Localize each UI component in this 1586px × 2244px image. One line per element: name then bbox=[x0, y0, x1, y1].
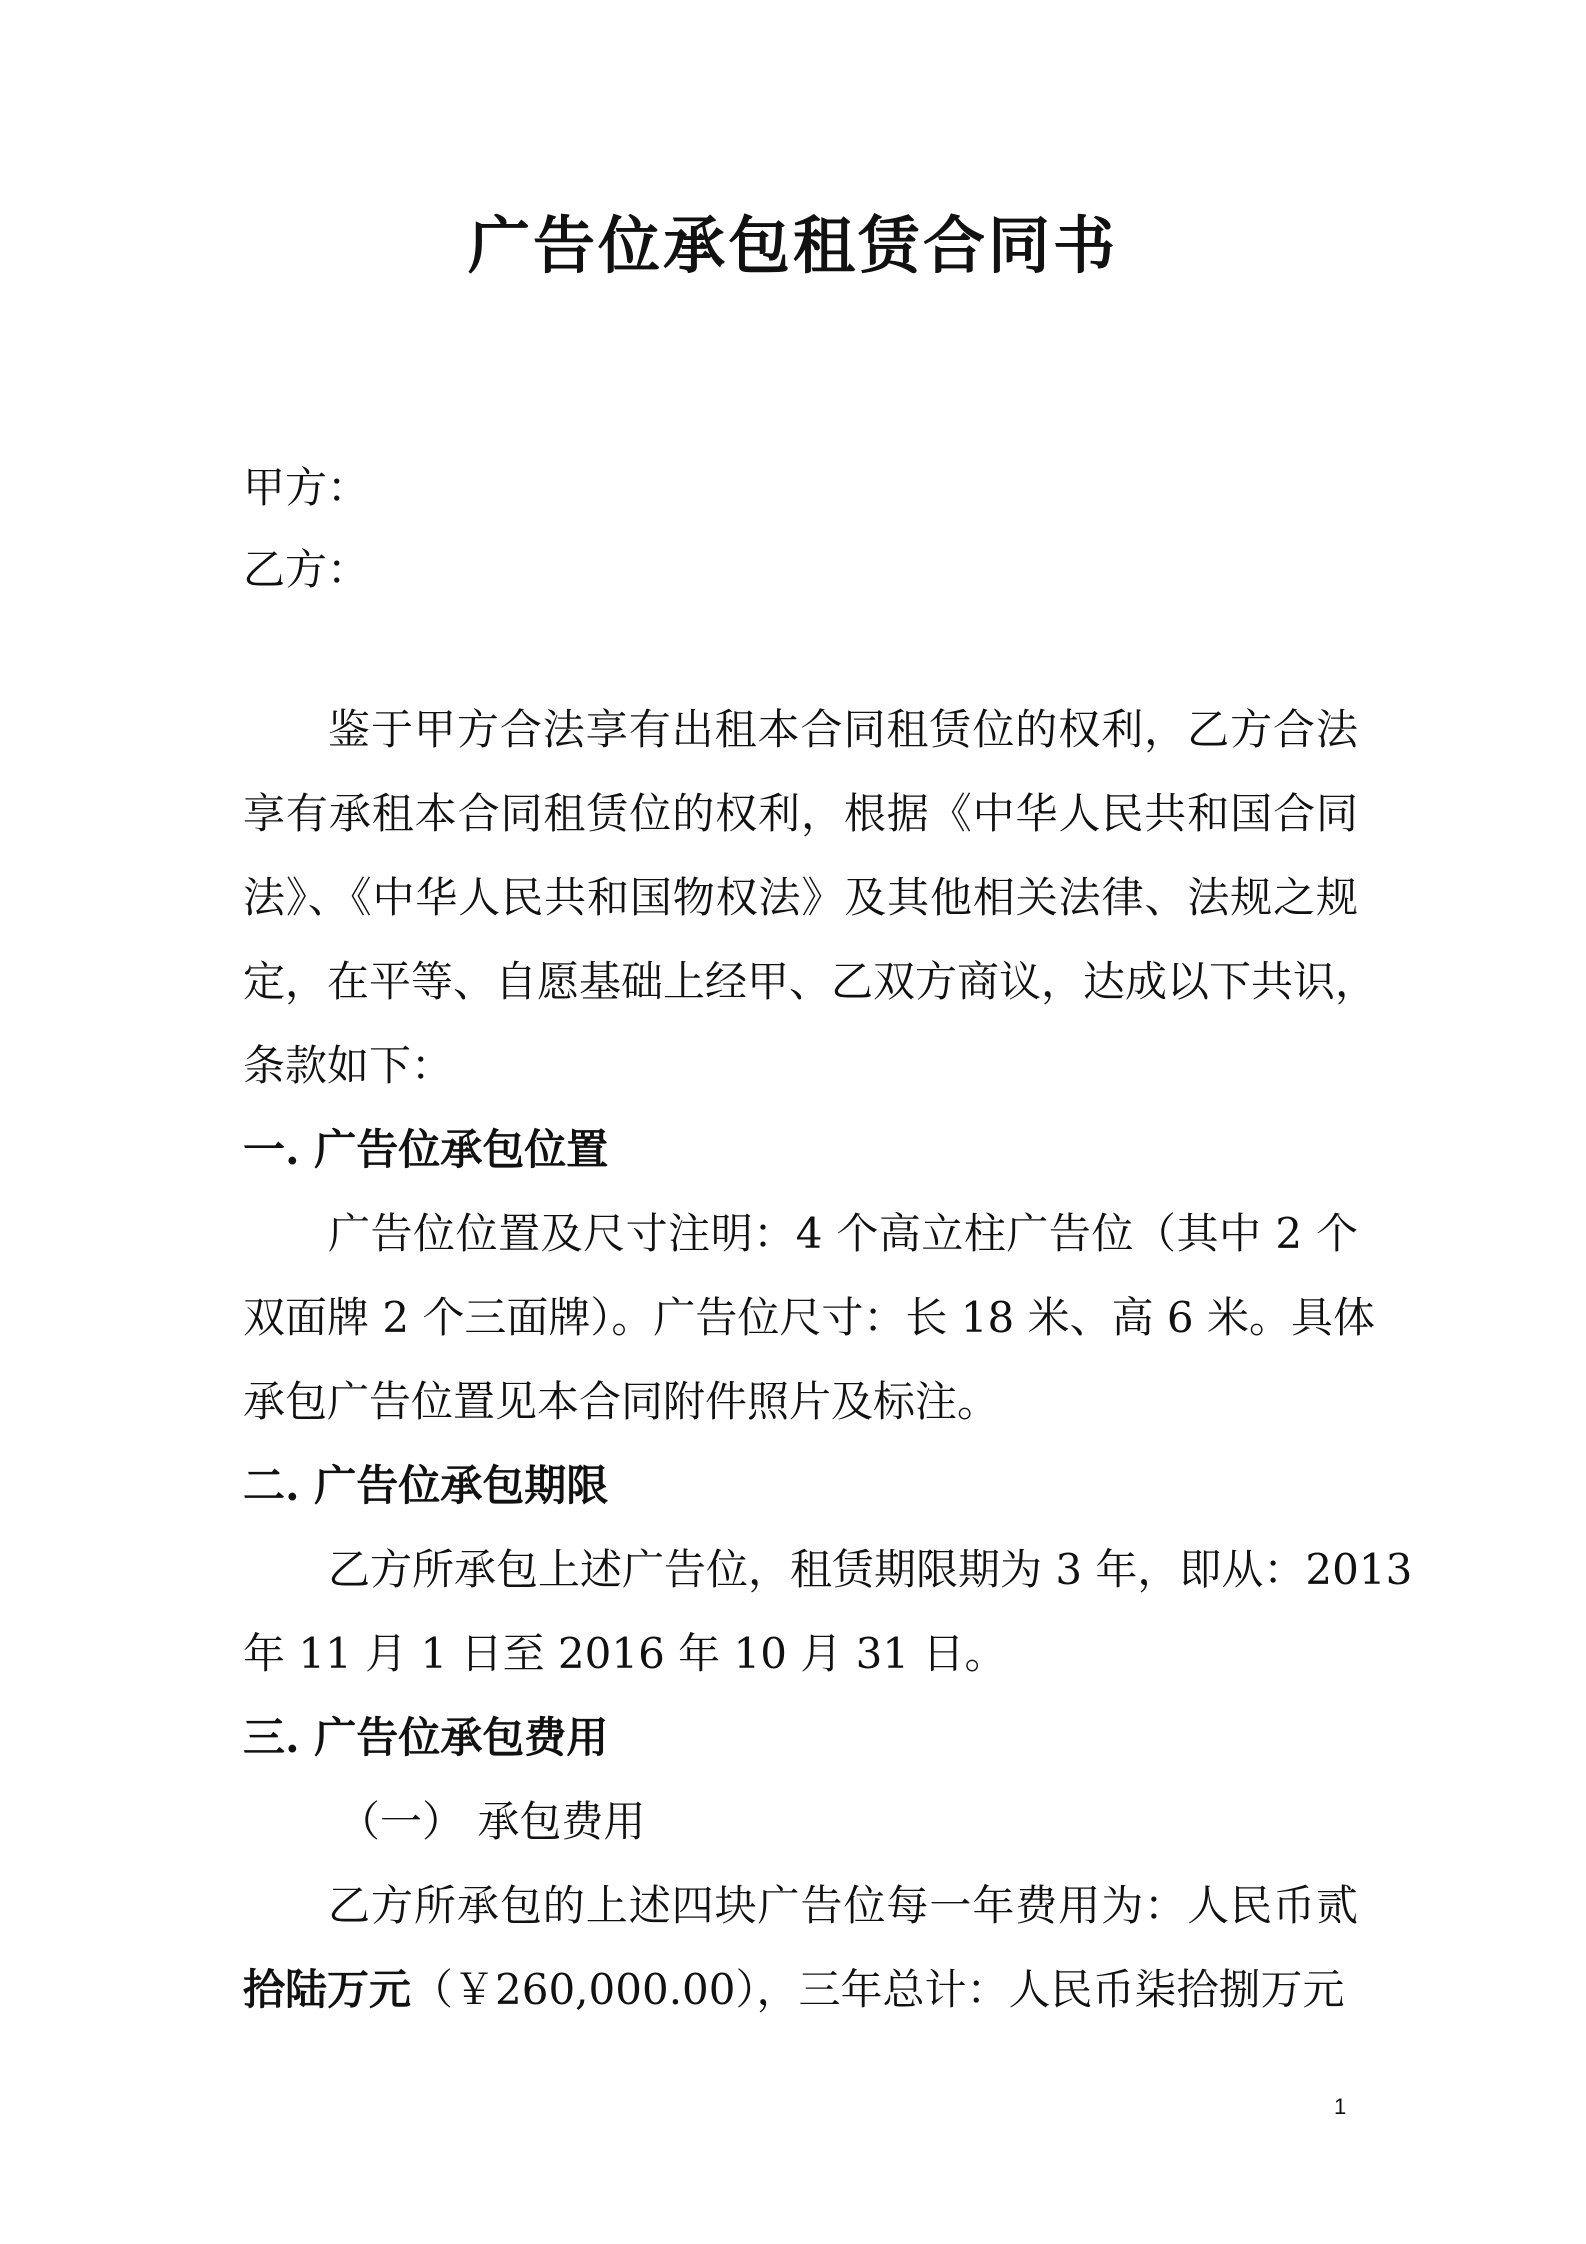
preamble-line: 享有承租本合同租赁位的权利，根据《中华人民共和国合同 bbox=[243, 789, 1358, 838]
section-line: 乙方所承包的上述四块广告位每一年费用为：人民币贰 bbox=[328, 1881, 1358, 1930]
section-line: 乙方所承包上述广告位，租赁期限期为 3 年，即从：2013 bbox=[328, 1545, 1413, 1594]
section-heading: 二. 广告位承包期限 bbox=[243, 1461, 609, 1510]
page-number: 1 bbox=[1334, 2094, 1347, 2119]
subsection-heading: （一） 承包费用 bbox=[338, 1797, 646, 1846]
party-b-label: 乙方： bbox=[243, 545, 370, 594]
amount-in-words: 拾陆万元 bbox=[243, 1965, 412, 2014]
section-line: 承包广告位置见本合同附件照片及标注。 bbox=[243, 1377, 1000, 1426]
preamble-line: 定，在平等、自愿基础上经甲、乙双方商议，达成以下共识， bbox=[243, 957, 1378, 1006]
preamble-line: 条款如下： bbox=[243, 1041, 454, 1090]
section-line: 广告位位置及尺寸注明：4 个高立柱广告位（其中 2 个 bbox=[328, 1209, 1358, 1258]
section-heading: 一. 广告位承包位置 bbox=[243, 1125, 609, 1174]
section-line bbox=[243, 1962, 1358, 2018]
preamble-line: 鉴于甲方合法享有出租本合同租赁位的权利，乙方合法 bbox=[328, 705, 1358, 754]
preamble-line: 法》、《中华人民共和国物权法》及其他相关法律、法规之规 bbox=[243, 873, 1358, 922]
party-a-label: 甲方： bbox=[243, 463, 370, 512]
section-line: 年 11 月 1 日至 2016 年 10 月 31 日。 bbox=[243, 1629, 1007, 1678]
section-heading: 三. 广告位承包费用 bbox=[243, 1713, 609, 1762]
amount-detail: （￥260,000.00），三年总计：人民币柒拾捌万元 bbox=[411, 1965, 1345, 2014]
document-title: 广告位承包租赁合同书 bbox=[467, 209, 1118, 282]
section-line: 双面牌 2 个三面牌）。广告位尺寸：长 18 米、高 6 米。具体 bbox=[243, 1293, 1375, 1342]
